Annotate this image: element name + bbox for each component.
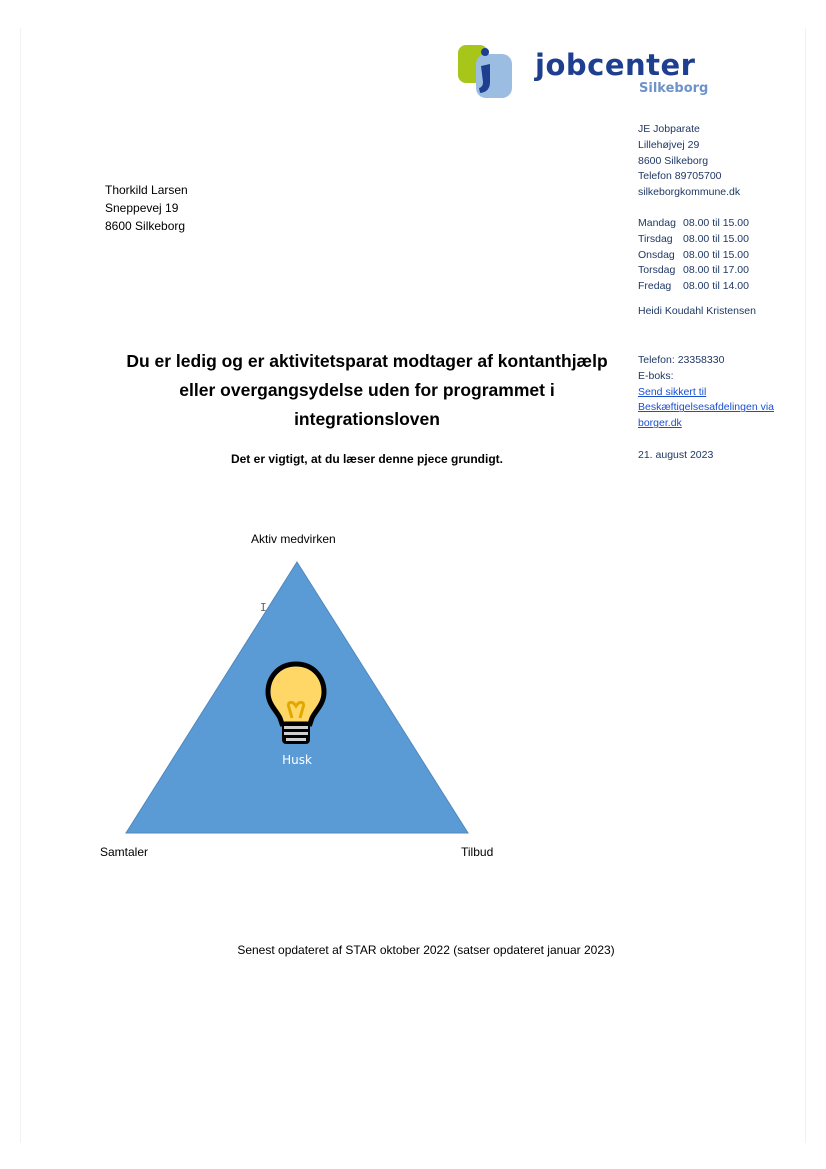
sender-phone: Telefon 89705700: [638, 170, 722, 183]
diagram-center-label: Husk: [282, 753, 312, 767]
title-line: eller overgangsydelse uden for programmet i: [179, 380, 555, 400]
opening-hours-row: [638, 248, 749, 264]
logo-city: Silkeborg: [639, 81, 709, 96]
opening-hours-row: [638, 263, 749, 279]
opening-hours-row: [638, 216, 749, 232]
sender-city: 8600 Silkeborg: [638, 154, 709, 167]
sender-department: JE Jobparate: [638, 123, 700, 135]
page-edge-left: [20, 28, 21, 1143]
day-label: Torsdag: [638, 264, 676, 277]
recipient-address: [105, 181, 188, 235]
time-label: 08.00 til 14.00: [683, 280, 749, 293]
letter-date: 21. august 2023: [638, 449, 714, 461]
jobcenter-logo: [456, 42, 716, 102]
sender-address: [638, 122, 798, 201]
opening-hours-row: [638, 232, 749, 248]
update-note: Senest opdateret af STAR oktober 2022 (satser opdateret januar 2023): [237, 943, 615, 957]
recipient-street: Sneppevej 19: [105, 201, 179, 215]
time-label: 08.00 til 15.00: [683, 248, 749, 261]
opening-hours: [638, 216, 749, 295]
diagram-label-top: Aktiv medvirken: [251, 532, 336, 546]
eboks-link-line3: borger.dk: [638, 417, 682, 430]
recipient-city: 8600 Silkeborg: [105, 219, 186, 233]
eboks-link-line2: Beskæftigelsesafdelingen via: [638, 401, 774, 414]
time-label: 08.00 til 15.00: [683, 232, 749, 245]
time-label: 08.00 til 15.00: [683, 217, 749, 229]
contact-details: [638, 353, 808, 432]
day-label: Tirsdag: [638, 232, 673, 245]
diagram-label-right: Tilbud: [461, 845, 494, 859]
day-label: Mandag: [638, 217, 676, 229]
diagram-label-left: Samtaler: [100, 845, 149, 859]
contact-phone: Telefon: 23358330: [638, 354, 725, 366]
text-cursor-icon: I: [260, 601, 267, 614]
eboks-link-line1: Send sikkert til: [638, 385, 707, 398]
opening-hours-row: [638, 279, 749, 295]
document-title: [100, 347, 634, 434]
sender-website: silkeborgkommune.dk: [638, 186, 741, 199]
title-line: Du er ledig og er aktivitetsparat modtager af kontanthjælp: [126, 351, 608, 371]
time-label: 08.00 til 17.00: [683, 264, 749, 277]
day-label: Onsdag: [638, 248, 675, 261]
contact-person: Heidi Koudahl Kristensen: [638, 305, 756, 317]
title-line: integrationsloven: [294, 409, 440, 429]
jobcenter-logo-icon: [456, 42, 516, 102]
eboks-link[interactable]: [638, 385, 808, 432]
sender-street: Lillehøjvej 29: [638, 138, 700, 151]
lightbulb-icon: [264, 660, 328, 750]
day-label: Fredag: [638, 280, 672, 293]
document-subtitle: Det er vigtigt, at du læser denne pjece grundigt.: [230, 452, 504, 466]
page-edge-right: [805, 28, 806, 1143]
recipient-name: Thorkild Larsen: [105, 183, 188, 197]
triangle-diagram: [95, 525, 515, 870]
eboks-label: E-boks:: [638, 369, 674, 382]
logo-wordmark: jobcenter: [535, 48, 696, 82]
